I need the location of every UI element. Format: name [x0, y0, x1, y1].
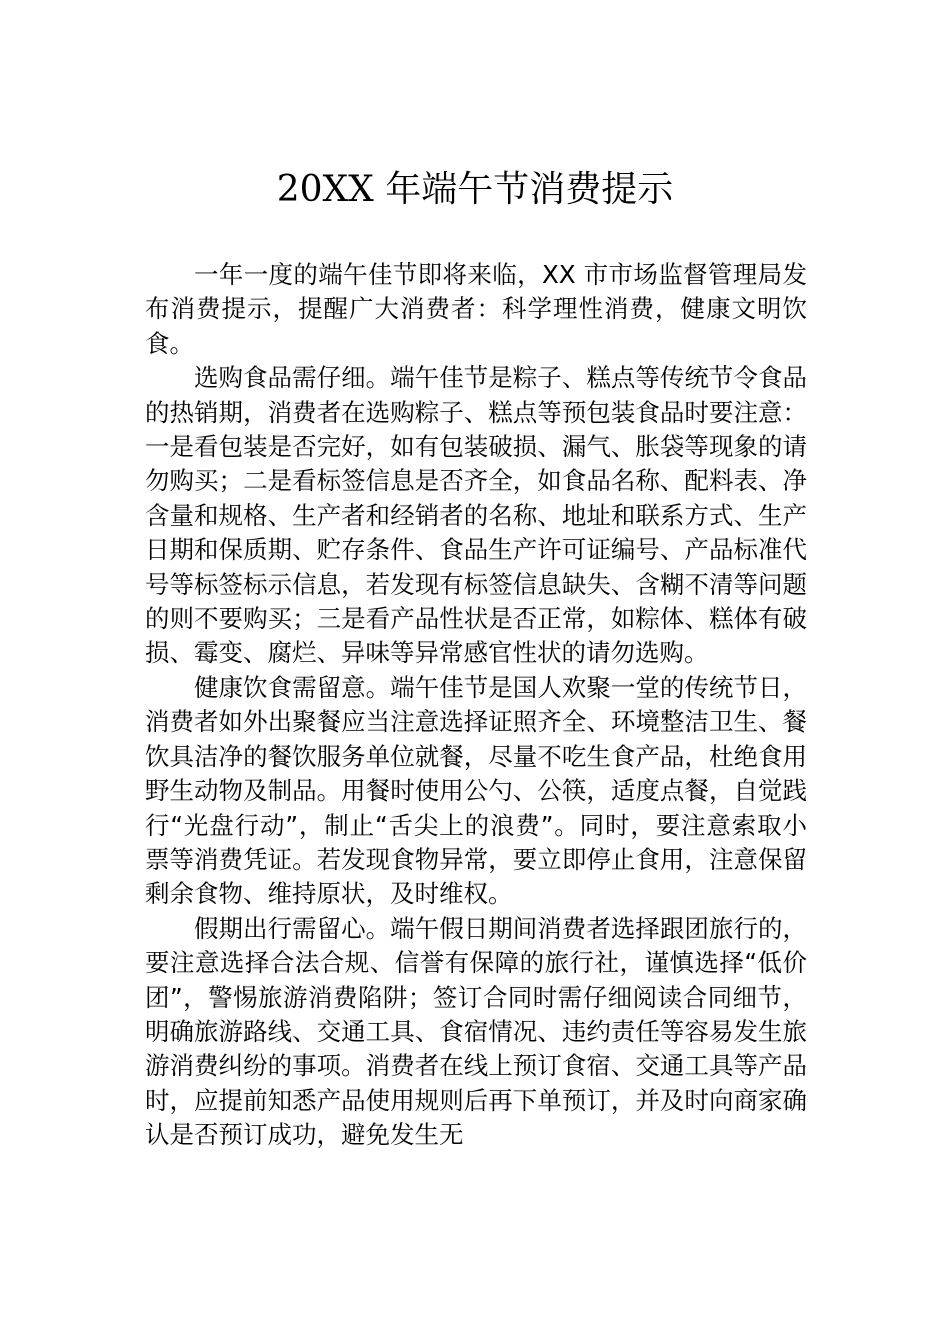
paragraph-food-selection: 选购食品需仔细。端午佳节是粽子、糕点等传统节令食品的热销期，消费者在选购粽子、糕点等预包装食品时要注意：一是看包装是否完好，如有包装破损、漏气、胀袋等现象的请勿购买；二是看标签信息是否齐全，如食品名称、配料表、净含量和规格、生产者和经销者的名称、地址和联系方式、生产日期和保质期、贮存条件、食品生产许可证编号、产品标准代号等标签标示信息，若发现有标签信息缺失、含糊不清等问题的则不要购买；三是看产品性状是否正常，如粽体、糕体有破损、霉变、腐烂、异味等异常感官性状的请勿选购。 [145, 363, 807, 668]
document-body [145, 258, 807, 1153]
document-title: 20XX 年端午节消费提示 [276, 169, 674, 210]
paragraph-travel: 假期出行需留心。端午假日期间消费者选择跟团旅行的，要注意选择合法合规、信誉有保障的旅行社，谨慎选择“低价团”，警惕旅游消费陷阱；签订合同时需仔细阅读合同细节，明确旅游路线、交通工具、食宿情况、违约责任等容易发生旅游消费纠纷的事项。消费者在线上预订食宿、交通工具等产品时，应提前知悉产品使用规则后再下单预订，并及时向商家确认是否预订成功，避免发生无 [145, 913, 807, 1150]
paragraph-healthy-eating: 健康饮食需留意。端午佳节是国人欢聚一堂的传统节日，消费者如外出聚餐应当注意选择证照齐全、环境整洁卫生、餐饮具洁净的餐饮服务单位就餐，尽量不吃生食产品，杜绝食用野生动物及制品。用餐时使用公勺、公筷，适度点餐，自觉践行“光盘行动”，制止“舌尖上的浪费”。同时，要注意索取小票等消费凭证。若发现食物异常，要立即停止食用，注意保留剩余食物、维持原状，及时维权。 [145, 672, 807, 909]
paragraph-intro: 一年一度的端午佳节即将来临，XX 市市场监督管理局发布消费提示，提醒广大消费者：科学理性消费，健康文明饮食。 [145, 260, 807, 358]
